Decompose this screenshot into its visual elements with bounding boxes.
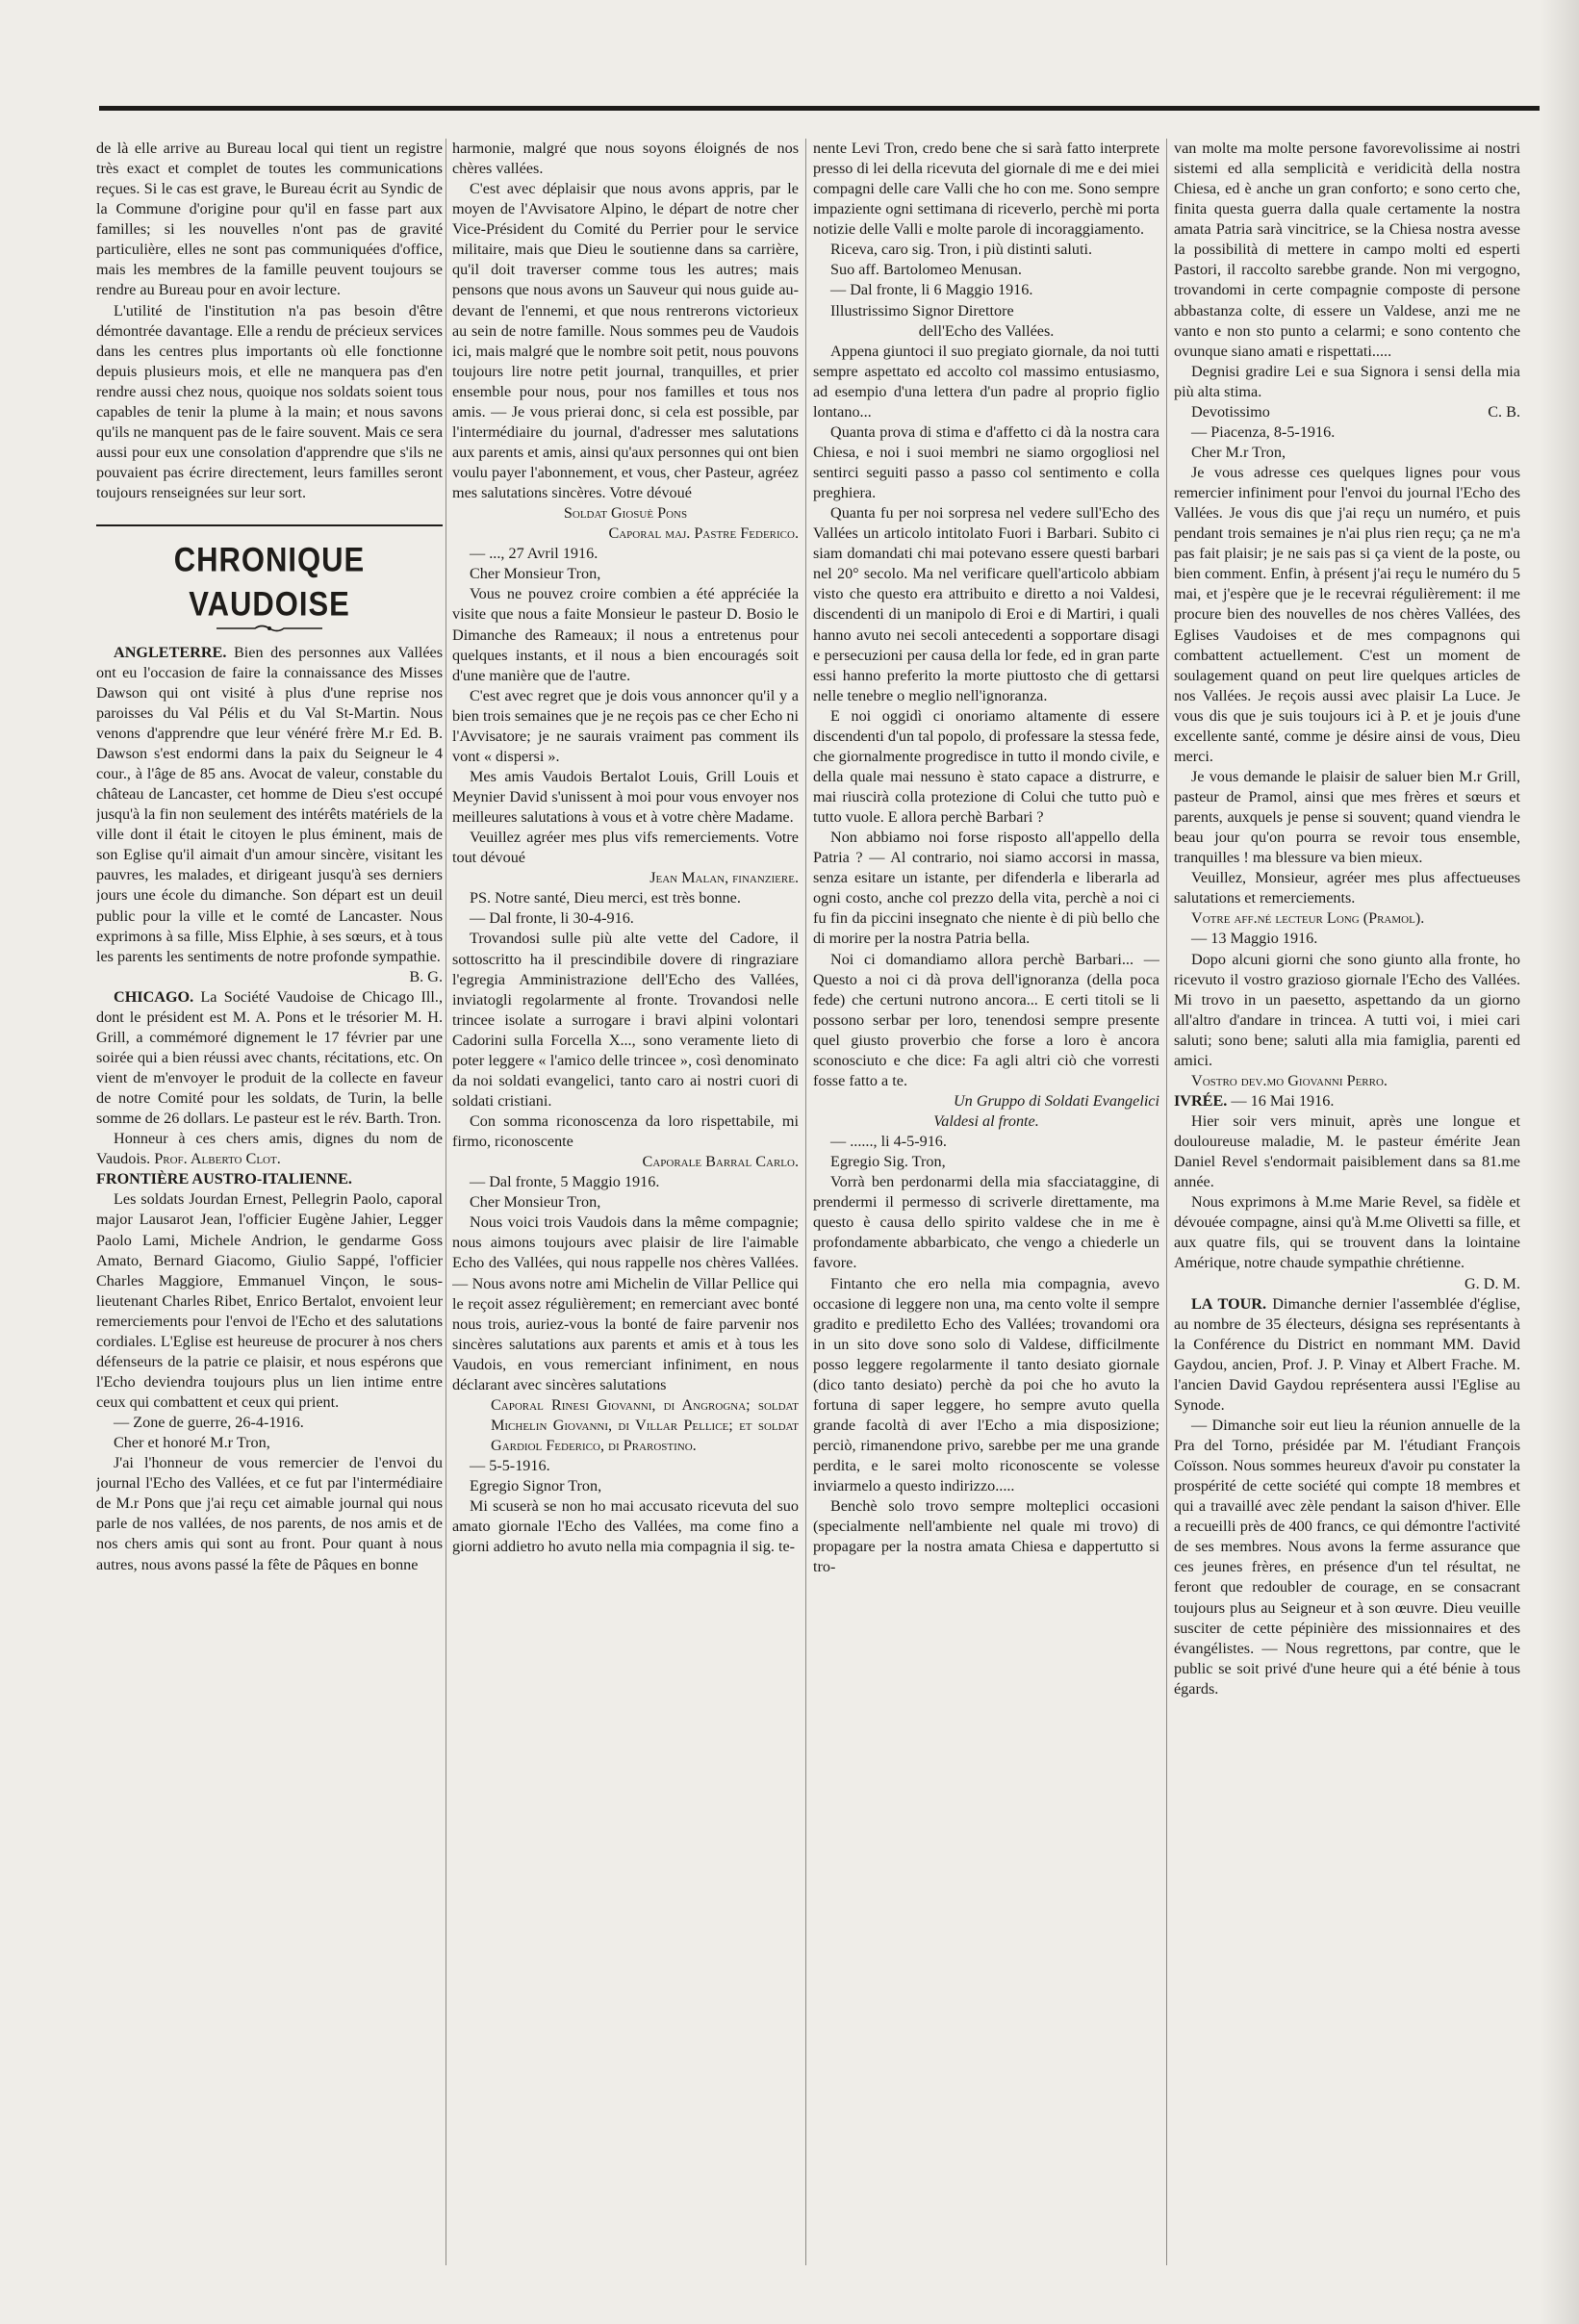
- paragraph: L'utilité de l'institution n'a pas besoin d'être démontrée davantage. Elle a rendu de précieux services dans les centres plus importants où elle fonctionne depuis plusieurs mois, et elle ne manquera pas d'en rendre aussi chez nous, quoique nos soldats soient tous capables de tenir la plume à la main; et nous savons qu'ils ne manquent pas de le faire souvent. Mais ce sera aussi pour eux une consolation d'apprendre que s'ils ne pouvaient pas écrire directement, leurs familles seront toujours renseignées sur leur sort.: [96, 301, 443, 502]
- paragraph: E noi oggidì ci onoriamo altamente di essere discendenti d'un tal popolo, di professare la stessa fede, che giornalmente progredisce in tutto il mondo civile, e della quale mai nessuno è stato capace a distrurre, e mai riuscirà colla protezione di Colui che tutto può e tutto vuole. E allora perchè Barbari ?: [813, 706, 1159, 827]
- letter-dateline: — Dal fronte, li 6 Maggio 1916.: [830, 281, 1033, 299]
- paragraph: Hier soir vers minuit, après une longue et douloureuse maladie, M. le pasteur émérite Jean Daniel Revel s'endormait paisiblement dans sa 81.me année.: [1174, 1112, 1520, 1191]
- letter-dateline: — ......, li 4-5-916.: [830, 1133, 947, 1151]
- letter-dateline: — Dal fronte, li 30-4-916.: [470, 909, 634, 928]
- paragraph: J'ai l'honneur de vous remercier de l'envoi du journal l'Echo des Vallées, et ce fut par l'intermédiaire de M.r Pons que j'ai reçu cet aimable journal qui nous parle de nos vallées, de nos parents, de nos amis et de nos chers amis qui sont au front. Pour quant à nous autres, nous avons passé la fête de Pâques en bonne: [96, 1454, 443, 1573]
- paragraph: Veuillez agréer mes plus vifs remerciements. Votre tout dévoué: [452, 829, 799, 867]
- item-heading: IVRÉE.: [1174, 1091, 1228, 1110]
- paragraph: Quanta fu per noi sorpresa nel vedere sull'Echo des Vallées un articolo intitolato Fuori i Barbari. Subito ci siam domandati chi mai potevano essere questi barbari nel 20° secolo. Ma nel verificare quell'articolo abbiam visto che questo era attribuito e diretto a noi Valdesi, discendenti di un manipolo di Eroi e di Martiri, i quali hanno avuto nei secoli antecedenti a sopportare disagi e persecuzioni per causa della lor fede, ed in gran parte essi hanno preferito la morte piuttosto che di gettarsi nelle tenebre o meglio nell'ignoranza.: [813, 504, 1159, 704]
- paragraph: Benchè solo trovo sempre molteplici occasioni (specialmente nell'ambiente nel quale mi trovo) di propagare per la nostra amata Chiesa e dappertutto si tro-: [813, 1497, 1159, 1576]
- signature: Suo aff. Bartolomeo Menusan.: [830, 261, 1022, 279]
- paragraph: PS. Notre santé, Dieu merci, est très bonne.: [470, 889, 741, 907]
- letter-salutation: Cher Monsieur Tron,: [470, 565, 601, 583]
- letter-dateline: — 13 Maggio 1916.: [1191, 930, 1318, 948]
- paragraph: Degnisi gradire Lei e sua Signora i sensi della mia più alta stima.: [1174, 362, 1520, 400]
- letter-dateline: — 5-5-1916.: [470, 1457, 550, 1475]
- paragraph: Non abbiamo noi forse risposto all'appello della Patria ? — Al contrario, noi siamo accorsi in massa, senza esitare un istante, per difenderla e liberarla ad ogni costo, anche col prezzo della vita, perchè a noi ci fu fin da piccini insegnato che niente è di più bello che di morire per la nostra Patria bella.: [813, 829, 1159, 948]
- paragraph: harmonie, malgré que nous soyons éloignés de nos chères vallées.: [452, 140, 799, 178]
- paragraph: La Société Vaudoise de Chicago Ill., dont le président est M. A. Pons et le trésorier M. H. Grill, a commémoré dignement le 17 février par une soirée qui a bien réussi avec chants, récitations, etc. On vient de m'envoyer le produit de la collecte en faveur de notre Comité pour les soldats, de Turin, la belle somme de 26 dollars. Le pasteur est le rév. Barth. Tron.: [96, 987, 443, 1128]
- letter-salutation: Cher M.r Tron,: [1191, 443, 1286, 461]
- signature: Prof. Alberto Clot.: [154, 1150, 281, 1168]
- signature: C. B.: [1488, 402, 1520, 421]
- paragraph: Vous ne pouvez croire combien a été appréciée la visite que nous a faite Monsieur le pasteur D. Bosio le Dimanche des Rameaux; il nous a entretenus pour quelques instants, et il nous a bien encouragés soit d'une manière que de l'autre.: [452, 585, 799, 684]
- letter-dateline: — Piacenza, 8-5-1916.: [1191, 422, 1336, 441]
- paragraph: Nous voici trois Vaudois dans la même compagnie; nous aimons toujours avec plaisir de lire l'aimable Echo des Vallées, qui nous rappelle nos chères Vallées. — Nous avons notre ami Michelin de Villar Pellice qui le reçoit assez régulièrement; en remerciant avec bonté nous trois, auriez-vous la bonté de faire parvenir nos sincères salutations aux parents et amis et à tous les Vaudois, en vous remerciant infiniment, en nous déclarant avec sincères salutations: [452, 1213, 799, 1393]
- paragraph: Noi ci domandiamo allora perchè Barbari... — Questo a noi ci dà prova dell'ignoranza (della poca fede) che certuni nutrono ancora... E certi titoli se li possono serbar per loro, tenendosi sempre presente quel giusto proverbio che forse a loro è ancora sconosciuto e che dice: Fa agli altri ciò che vorresti fosse fatto a te.: [813, 950, 1159, 1089]
- letter-salutation: Illustrissimo Signor Direttore: [830, 301, 1014, 319]
- paragraph: Dimanche dernier l'assemblée d'église, au nombre de 35 électeurs, désigna ses représentants à la Conférence du District en nommant MM. David Gaydou, ancien, Prof. J. P. Vinay et Albert Frache. M. l'ancien David Gaydou représentera aussi l'Eglise au Synode.: [1174, 1294, 1520, 1414]
- paragraph: Appena giuntoci il suo pregiato giornale, da noi tutti sempre aspettato ed accolto col massimo entusiasmo, ad esempio d'una lettera d'un padre al proprio figlio lontano...: [813, 342, 1159, 421]
- paragraph: de là elle arrive au Bureau local qui tient un registre très exact et complet de toutes les communications reçues. Si le cas est grave, le Bureau écrit au Syndic de la Commune d'origine pour qu'il en fasse part aux familles; si les nouvelles n'ont pas de gravité particulière, elles ne sont pas communiquées d'office, mais les membres de la famille peuvent toujours se rendre au Bureau pour en avoir lecture.: [96, 140, 443, 299]
- signature: B. G.: [409, 967, 443, 985]
- paragraph: Dopo alcuni giorni che sono giunto alla fronte, ho ricevuto il vostro grazioso giornale l'Echo des Vallées. Mi trovo in un paesetto, aspettando da un giorno all'altro d'andare in trincea. A tutti voi, i miei cari saluti; sono bene; saluti alla mia famiglia, parenti ed amici.: [1174, 950, 1520, 1069]
- paragraph: Mes amis Vaudois Bertalot Louis, Grill Louis et Meynier David s'unissent à moi pour vous envoyer nos meilleures salutations à vous et à votre chère Madame.: [452, 767, 799, 827]
- letter-salutation: Egregio Signor Tron,: [470, 1477, 602, 1495]
- signature: Soldat Giosuè Pons: [563, 504, 688, 523]
- paragraph: Veuillez, Monsieur, agréer mes plus affectueuses salutations et remerciements.: [1174, 869, 1520, 907]
- signature: Valdesi al fronte.: [933, 1112, 1039, 1130]
- paragraph: — Dimanche soir eut lieu la réunion annuelle de la Pra del Torno, présidée par M. l'étudiant François Coïsson. Nous sommes heureux d'avoir pu constater la prospérité de cette société qui compte 18 membres et qui a travaillé avec zèle pendant la saison d'hiver. Elle a recueilli près de 400 francs, ce qui démontre l'activité de ses membres. Nous avons la ferme assurance que ces jeunes frères, en présence d'un tel résultat, ne feront que redoubler de courage, en se consacrant toujours plus au Seigneur et à son œuvre. Dieu veuille susciter de cette pépinière des missionnaires et des évangélistes. — Nous regrettons, par contre, que le public se soit privé d'une heure qui a été bénie à tous égards.: [1174, 1416, 1520, 1698]
- paragraph: Con somma riconoscenza da loro rispettabile, mi firmo, riconoscente: [452, 1112, 799, 1151]
- page-edge-shadow: [1541, 0, 1579, 2324]
- letter-salutation: Cher Monsieur Tron,: [470, 1193, 601, 1212]
- item-heading: ANGLETERRE.: [114, 643, 227, 661]
- paragraph: Mi scuserà se non ho mai accusato ricevuta del suo amato giornale l'Echo des Vallées, ma come fino a giorni addietro ho avuto nella mia compagnia il sig. te-: [452, 1497, 799, 1556]
- paragraph: Je vous adresse ces quelques lignes pour vous remercier infiniment pour l'envoi du journal l'Echo des Vallées. Je vous dis que j'ai reçu un numéro, et puis pendant trois semaines je n'ai plus rien reçu; ça ne m'a pas fait plaisir; je ne sais pas si ça vient de la poste, ou bien comment. Enfin, à présent j'ai reçu le numéro du 5 mai, et j'espère que je le recevrai régulièrement: il me procure bien des nouvelles de nos chères Vallées, des Eglises Vaudoises et de mes compagnons qui combattent actuellement. C'est un moment de soulagement quand on peut lire quelques articles de nos Vallées. Je reçois aussi avec plaisir La Luce. Je vous dis que je suis toujours ici à P. et je jouis d'une excellente santé, comme je désire ainsi de vous, Dieu merci.: [1174, 464, 1520, 765]
- column-divider: [805, 139, 806, 2265]
- letter-dateline: — Dal fronte, 5 Maggio 1916.: [470, 1173, 660, 1191]
- letter-salutation: Cher et honoré M.r Tron,: [114, 1434, 270, 1452]
- section-rule: [96, 524, 443, 526]
- letter-dateline: — ..., 27 Avril 1916.: [470, 545, 598, 563]
- signature: Caporal maj. Pastre Federico.: [608, 524, 799, 543]
- paragraph: Bien des personnes aux Vallées ont eu l'occasion de faire la connaissance des Misses Dawson qui ont visité à plus d'une reprise nos paroisses du Val Pélis et du Val St-Martin. Nous venons d'apprendre que leur vénéré frère M.r Ed. B. Dawson s'est endormi dans la paix du Seigneur le 4 cour., à l'âge de 85 ans. Avocat de valeur, constable du château de Lancaster, cet homme de Dieu s'est occupé jusqu'à la fin non seulement des intérêts matériels de la ville dont il était le citoyen le plus éminent, mais de son Eglise qu'il aimait d'un amour sincère, visitant les pauvres, les malades, et dirigeant jusqu'à ses derniers jours une école du dimanche. Son départ est un deuil public pour la ville et le comté de Lancaster. Nous exprimons à sa fille, Miss Elphie, à ses sœurs, et à tous les parents les sentiments de notre profonde sympathie.: [96, 643, 443, 965]
- paragraph: Nous exprimons à M.me Marie Revel, sa fidèle et dévouée compagne, ainsi qu'à M.me Olivetti sa fille, et aux quatre fils, qui se trouvent dans la lointaine Amérique, notre chaude sympathie chrétienne.: [1174, 1193, 1520, 1272]
- paragraph: van molte ma molte persone favorevolissime ai nostri sistemi ed alla semplicità e veridicità della nostra Chiesa, ed è anche un gran conforto; e sono certo che, finita questa guerra dalla quale certamente la nostra amata Patria sarà vincitrice, se la Chiesa nostra avesse la possibilità di mettere in campo molti ed esperti Pastori, il raccolto sarebbe grande. Non mi vergogno, trovandomi in certe compagnie composte di persone abbastanza colte, di essere un Valdese, anzi me ne vanto e non sto punto a celarmi; e sono contento che ovunque siano amati e rispettati.....: [1174, 140, 1520, 360]
- paragraph: nente Levi Tron, credo bene che si sarà fatto interprete presso di lei della ricevuta del giornale di me e dei miei compagni delle care Valli che ho con me. Sono sempre impaziente ogni settimana di riceverlo, perchè mi porta notizie delle Valli e molte parole di incoraggiamento.: [813, 140, 1159, 239]
- letter-salutation: Egregio Sig. Tron,: [830, 1153, 946, 1171]
- paragraph: Vorrà ben perdonarmi della mia sfacciataggine, di prendermi il permesso di scriverle direttamente, ma questo è causa dello spirito valdese che in me è profondamente abbarbicato, che vengo a chiederle un favore.: [813, 1173, 1159, 1272]
- column-2: [452, 139, 799, 2275]
- paragraph: Trovandosi sulle più alte vette del Cadore, il sottoscritto ha il prescindibile dovere di ringraziare l'egregia Amministrazione dell'Echo des Vallées, inviatogli regolarmente al fronte. Trovandosi nelle trincee isolate a surrogare i bravi alpini volontari Cadorini sulla Forcella X..., sono veramente lieto di poter leggere « l'amico delle trincee », così denominato da noi soldati evangelici, tanto caro ai nostri cuori di soldati cristiani.: [452, 930, 799, 1110]
- column-3: [813, 139, 1159, 2275]
- letter-salutation: dell'Echo des Vallées.: [918, 321, 1055, 340]
- top-rule: [99, 106, 1540, 111]
- letter-dateline: — Zone de guerre, 26-4-1916.: [114, 1414, 304, 1432]
- paragraph: C'est avec regret que je dois vous annoncer qu'il y a bien trois semaines que je ne reçois pas ce cher Echo ni l'Avvisatore; je ne saurais vraiment pas comment ils vont « dispersi ».: [452, 686, 799, 765]
- signature: Caporal Rinesi Giovanni, di Angrogna; soldat Michelin Giovanni, di Villar Pellice; et soldat Gardiol Federico, di Prarostino.: [491, 1395, 799, 1454]
- item-heading: CHICAGO.: [114, 987, 194, 1006]
- column-divider: [1166, 139, 1167, 2265]
- item-heading: LA TOUR.: [1191, 1294, 1267, 1313]
- signature: Un Gruppo di Soldati Evangelici: [953, 1091, 1159, 1110]
- column-4: [1174, 139, 1520, 2275]
- paragraph: Fintanto che ero nella mia compagnia, avevo occasione di leggere non una, ma cento volte il sempre gradito e prediletto Echo des Vallées; trovandomi ora in un sito dove sono solo di Valdese, difficilmente posso leggere regolarmente il tanto desiato giornale (dico tanto desiato) perchè da poi che ho avuto la fortuna di saper leggere, ho sempre avuto quella grande facoltà di aver l'Echo a mia disposizione; perciò, rimanendone privo, sarebbe per me una grande perdita, e le sarei molto riconoscente se volesse inviarmelo a questo indirizzo.....: [813, 1274, 1159, 1495]
- item-heading: FRONTIÈRE AUSTRO-ITALIENNE.: [96, 1170, 352, 1188]
- signature: Vostro dev.mo Giovanni Perro.: [1191, 1071, 1388, 1089]
- paragraph: C'est avec déplaisir que nous avons appris, par le moyen de l'Avvisatore Alpino, le départ de notre cher Vice-Président du Comité du Perrier pour le service militaire, mais que Dieu le soutienne dans sa carrière, qu'il doit traverser comme tous les autres; mais pensons que nous avons un Sauveur qui nous guide au-devant de l'ennemi, et que nous rentrerons victorieux au sein de notre famille. Nous sommes peu de Vaudois ici, mais malgré que le nombre soit petit, nous pouvons toujours lire notre petit journal, tranquilles, et prier ensemble pour nous, pour nos familles et tous nos amis. — Je vous prierai donc, si cela est possible, par l'intermédiaire du journal, d'adresser mes salutations aux parents et amis, ainsi qu'aux personnes qui ont bien voulu payer l'abonnement, et vous, cher Pasteur, agréez mes salutations sincères. Votre dévoué: [452, 180, 799, 502]
- section-heading: CHRONIQUE VAUDOISE: [173, 540, 366, 624]
- letter-dateline: — 16 Mai 1916.: [1227, 1091, 1335, 1110]
- signature: Devotissimo: [1191, 402, 1270, 421]
- signature: Caporale Barral Carlo.: [642, 1153, 799, 1171]
- paragraph: Je vous demande le plaisir de saluer bien M.r Grill, pasteur de Pramol, ainsi que mes frères et sœurs et parents, auxquels je pense si souvent; quand viendra le beau jour qu'on pourra se revoir tous ensemble, tranquilles ! ma blessure va bien mieux.: [1174, 767, 1520, 867]
- signature: G. D. M.: [1464, 1274, 1520, 1292]
- signature: Votre aff.né lecteur Long (Pramol).: [1191, 909, 1425, 928]
- paragraph: Quanta prova di stima e d'affetto ci dà la nostra cara Chiesa, e noi i suoi membri ne siamo orgogliosi nel sentirci seguiti passo a passo col sentimento e colla preghiera.: [813, 422, 1159, 502]
- signature: Jean Malan, finanziere.: [649, 869, 799, 887]
- paragraph: Les soldats Jourdan Ernest, Pellegrin Paolo, caporal major Lausarot Jean, l'officier Eugène Jahier, Legger Paolo Lami, Michele Andrion, le gendarme Goss Amato, Bernard Giacomo, Giulio Sappé, l'officier Charles Maggiore, Emmanuel Vinçon, le sous-lieutenant Charles Ribet, Enrico Bertalot, envoient leur remerciements pour l'envoi de l'Echo et des salutations cordiales. L'Eglise est heureuse de procurer à nos chers défenseurs de la patrie ce plaisir, et nous espérons que l'Echo deviendra toujours plus un lien intime entre ceux qui combattent et ceux qui prient.: [96, 1190, 443, 1412]
- paragraph: Riceva, caro sig. Tron, i più distinti saluti.: [830, 241, 1093, 259]
- paragraph: Honneur à ces chers amis, dignes du nom de Vaudois.: [96, 1130, 443, 1168]
- column-1: [96, 139, 443, 2275]
